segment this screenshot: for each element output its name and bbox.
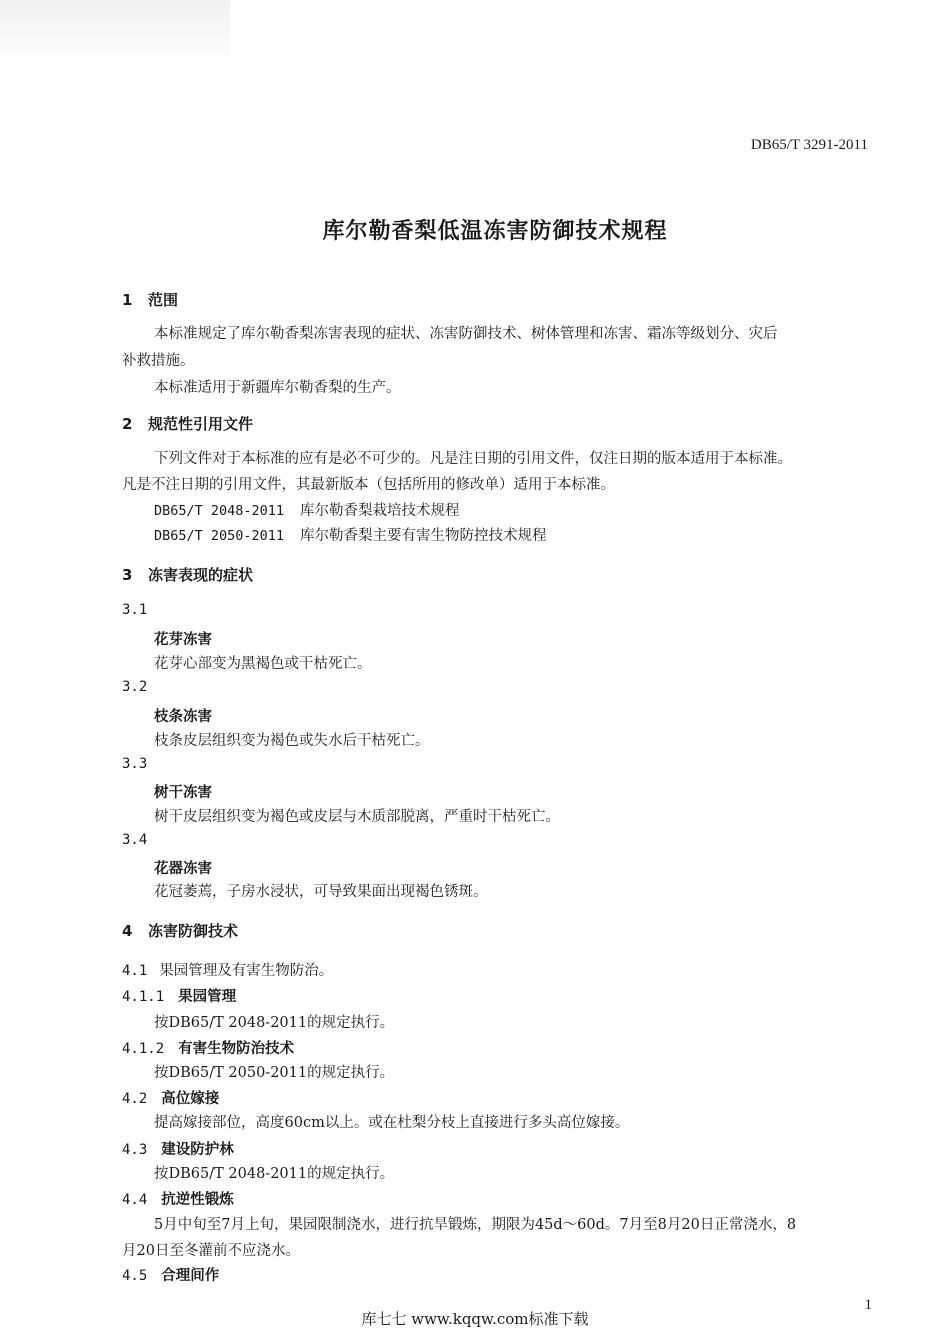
clause-title: 花芽冻害	[154, 632, 212, 648]
reference-name: 库尔勒香梨主要有害生物防控技术规程	[300, 528, 547, 544]
clause-text: 按DB65/T 2050-2011的规定执行。	[154, 1065, 395, 1081]
clause-text: 花冠萎蔫，子房水浸状，可导致果面出现褐色锈斑。	[154, 884, 488, 900]
clause-4-1-2	[122, 1037, 294, 1058]
section-3-heading	[122, 564, 253, 585]
clause-number: 4.2	[122, 1091, 148, 1107]
section-4-heading	[122, 920, 238, 941]
clause-text: 提高嫁接部位，高度60cm以上。或在杜梨分枝上直接进行多头高位嫁接。	[154, 1115, 630, 1131]
clause-number: 4.4	[122, 1192, 148, 1208]
reference-code: DB65/T 2048-2011	[154, 503, 285, 519]
section-number: 4	[122, 922, 133, 940]
clause-4-5	[122, 1264, 219, 1285]
scan-shadow	[0, 0, 230, 70]
clause-4-2	[122, 1087, 219, 1108]
footer-watermark: 库七七 www.kqqw.com标准下载	[361, 1310, 589, 1328]
reference-item	[154, 499, 460, 520]
clause-text: 花芽心部变为黑褐色或干枯死亡。	[154, 656, 372, 672]
clause-title: 花器冻害	[154, 861, 212, 877]
clause-number: 3.4	[122, 832, 148, 848]
clause-title: 高位嫁接	[161, 1091, 220, 1107]
clause-title: 有害生物防治技术	[178, 1041, 295, 1057]
clause-4-1	[122, 959, 333, 980]
paragraph: 补救措施。	[122, 353, 195, 369]
clause-title: 合理间作	[161, 1268, 220, 1284]
clause-title: 果园管理	[178, 989, 237, 1005]
clause-text: 树干皮层组织变为褐色或皮层与木质部脱离，严重时干枯死亡。	[154, 809, 560, 825]
paragraph: 凡是不注日期的引用文件，其最新版本（包括所用的修改单）适用于本标准。	[122, 477, 615, 493]
paragraph: 本标准规定了库尔勒香梨冻害表现的症状、冻害防御技术、树体管理和冻害、霜冻等级划分、灾后	[154, 326, 778, 342]
clause-title: 枝条冻害	[154, 709, 212, 725]
section-number: 1	[122, 291, 133, 309]
clause-text: 枝条皮层组织变为褐色或失水后干枯死亡。	[154, 733, 430, 749]
section-number: 2	[122, 415, 133, 433]
clause-text: 按DB65/T 2048-2011的规定执行。	[154, 1015, 395, 1031]
reference-code: DB65/T 2050-2011	[154, 528, 285, 544]
clause-number: 4.1.2	[122, 1041, 165, 1057]
section-1-heading	[122, 289, 178, 310]
section-2-heading	[122, 413, 253, 434]
page-number: 1	[864, 1297, 872, 1313]
clause-title: 建设防护林	[161, 1142, 234, 1158]
clause-title: 果园管理及有害生物防治。	[159, 963, 334, 979]
clause-4-1-1	[122, 985, 236, 1006]
clause-number: 3.3	[122, 756, 148, 772]
clause-title: 抗逆性锻炼	[161, 1192, 234, 1208]
clause-title: 树干冻害	[154, 785, 212, 801]
paragraph: 下列文件对于本标准的应有是必不可少的。凡是注日期的引用文件，仅注日期的版本适用于本标准。	[154, 451, 792, 467]
section-title: 规范性引用文件	[148, 415, 254, 433]
paragraph: 本标准适用于新疆库尔勒香梨的生产。	[154, 380, 401, 396]
reference-item	[154, 524, 547, 545]
standard-code: DB65/T 3291-2011	[750, 137, 868, 153]
section-title: 冻害防御技术	[148, 922, 239, 940]
clause-4-4	[122, 1188, 234, 1209]
clause-text: 月20日至冬灌前不应浇水。	[122, 1243, 300, 1259]
clause-number: 4.1	[122, 963, 148, 979]
clause-number: 4.1.1	[122, 989, 165, 1005]
clause-number: 3.2	[122, 679, 148, 695]
clause-text: 按DB65/T 2048-2011的规定执行。	[154, 1166, 395, 1182]
clause-number: 4.5	[122, 1268, 148, 1284]
clause-4-3	[122, 1138, 234, 1159]
document-title: 库尔勒香梨低温冻害防御技术规程	[322, 219, 668, 244]
clause-number: 4.3	[122, 1142, 148, 1158]
reference-name: 库尔勒香梨栽培技术规程	[300, 503, 460, 519]
section-number: 3	[122, 566, 133, 584]
clause-text: 5月中旬至7月上旬，果园限制浇水，进行抗旱锻炼，期限为45d～60d。7月至8月20日正常浇水，8	[154, 1217, 797, 1233]
clause-number: 3.1	[122, 602, 148, 618]
section-title: 范围	[148, 291, 179, 309]
section-title: 冻害表现的症状	[148, 566, 254, 584]
